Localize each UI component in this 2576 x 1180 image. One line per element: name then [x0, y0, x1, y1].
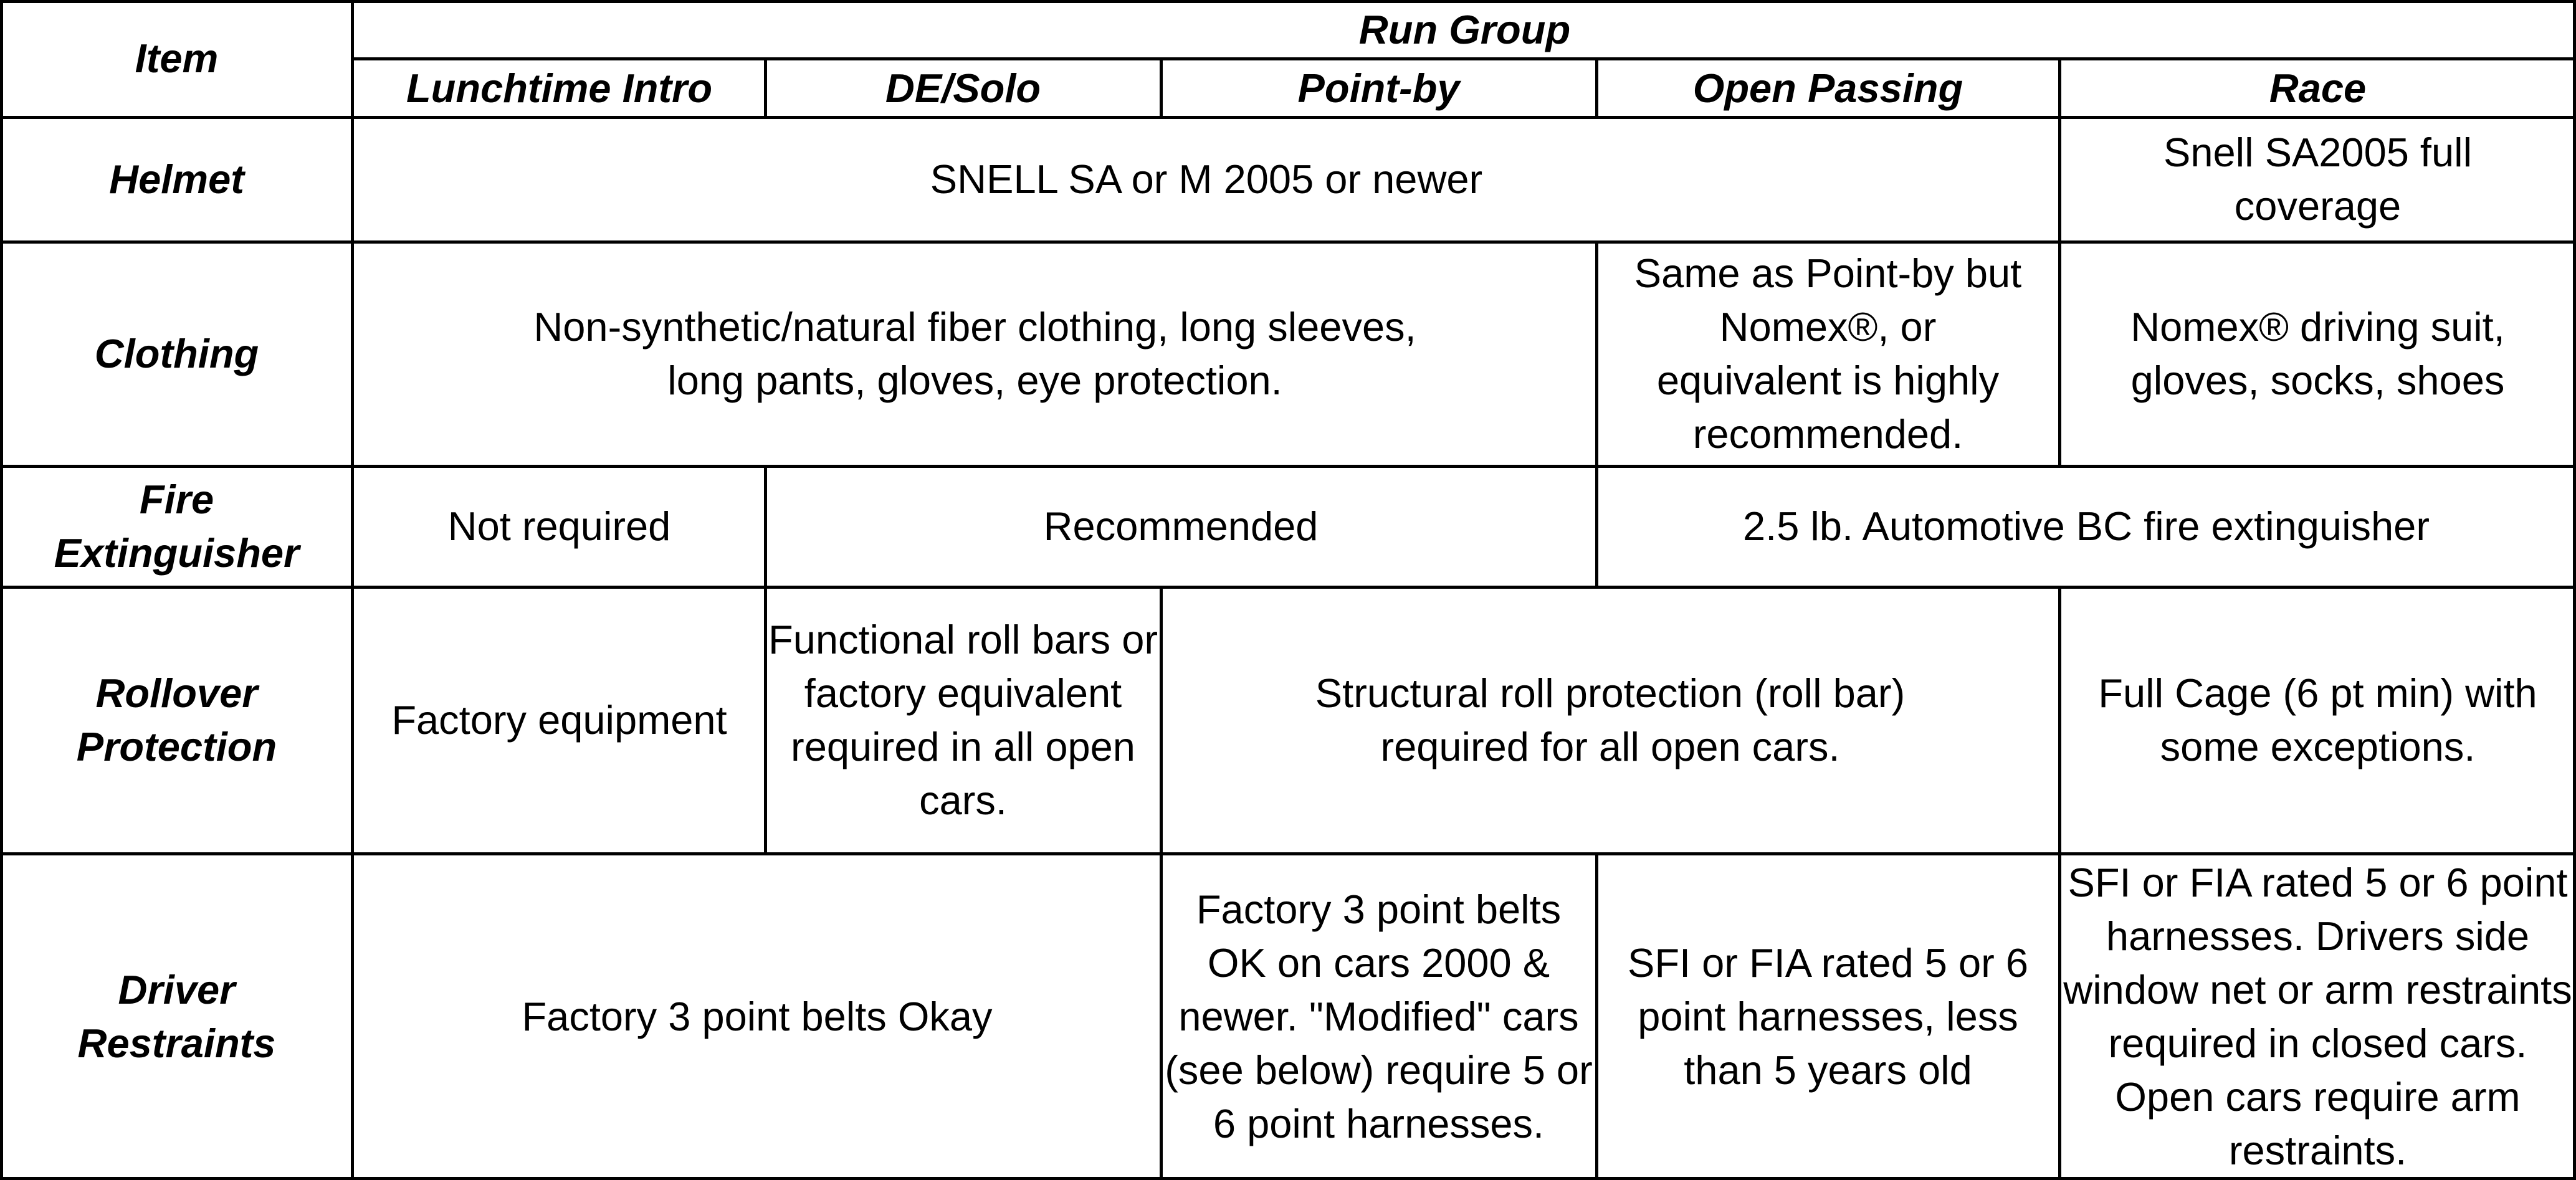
border-de-pointby-lower [1160, 586, 1163, 1180]
border-bottom [0, 1177, 2576, 1180]
run-group-header: Run Group [1358, 6, 1571, 52]
row-label-fire-extinguisher: Fire Extinguisher [54, 477, 300, 576]
rollover-race: Full Cage (6 pt min) with some exceptions. [2098, 670, 2537, 769]
rollover-de: Functional roll bars or factory equivalent required in all open cars. [768, 617, 1158, 823]
row-label-driver-restraints: Driver Restraints [77, 967, 276, 1066]
rollover-intro: Factory equipment [391, 697, 727, 743]
border-de-pointby-header [1160, 57, 1163, 119]
border-intro-de-header [764, 57, 767, 119]
helmet-intro-to-passing: SNELL SA or M 2005 or newer [930, 156, 1483, 202]
border-right [2573, 0, 2576, 1180]
border-pointby-passing-restraints [1595, 852, 1598, 1180]
restraints-pointby: Factory 3 point belts OK on cars 2000 & newer. "Modified" cars (see below) require 5 or 6 point harnesses. [1165, 887, 1593, 1146]
column-header-point-by: Point-by [1297, 65, 1460, 111]
column-header-open-passing: Open Passing [1692, 65, 1963, 111]
column-header-race: Race [2269, 65, 2367, 111]
border-pointby-passing-clothing-fire [1595, 240, 1598, 589]
border-passing-race-lower [2058, 586, 2061, 1180]
border-rollover-bottom [0, 852, 2576, 855]
restraints-race: SFI or FIA rated 5 or 6 point harnesses. Drivers side window net or arm restraints required in closed cars. Open cars require arm restraints. [2063, 860, 2572, 1173]
row-label-helmet: Helmet [109, 156, 244, 202]
border-helmet-bottom [0, 240, 2576, 244]
fire-intro: Not required [447, 503, 671, 549]
column-header-de-solo: DE/Solo [885, 65, 1041, 111]
border-passing-race-header-clothing [2058, 57, 2061, 466]
border-header-bottom [0, 116, 2576, 119]
column-header-lunchtime-intro: Lunchtime Intro [406, 65, 713, 111]
fire-passing-to-race: 2.5 lb. Automotive BC fire extinguisher [1743, 503, 2430, 549]
border-run-group-divider [352, 57, 2576, 60]
clothing-open-passing: Same as Point-by but Nomex®, or equivalent is highly recommended. [1634, 250, 2022, 457]
rollover-pointby-to-passing: Structural roll protection (roll bar) required for all open cars. [1315, 670, 1906, 769]
border-left [0, 0, 3, 1180]
row-label-clothing: Clothing [94, 331, 259, 376]
helmet-race: Snell SA2005 full coverage [2163, 130, 2473, 229]
border-fire-bottom [0, 586, 2576, 589]
border-top [0, 0, 2576, 3]
border-item-divider [351, 0, 354, 1180]
restraints-open-passing: SFI or FIA rated 5 or 6 point harnesses, less than 5 years old [1627, 940, 2029, 1093]
border-clothing-bottom [0, 465, 2576, 468]
row-label-rollover-protection: Rollover Protection [76, 670, 277, 769]
clothing-race: Nomex® driving suit, gloves, socks, shoes [2130, 304, 2505, 403]
fire-de-to-pointby: Recommended [1043, 503, 1319, 549]
border-intro-de-fire-rollover [764, 465, 767, 855]
restraints-intro-to-de: Factory 3 point belts Okay [522, 994, 993, 1039]
border-pointby-passing-header [1595, 57, 1598, 119]
clothing-intro-to-pointby: Non-synthetic/natural fiber clothing, long sleeves, long pants, gloves, eye protection. [533, 304, 1416, 403]
item-header: Item [135, 36, 219, 81]
